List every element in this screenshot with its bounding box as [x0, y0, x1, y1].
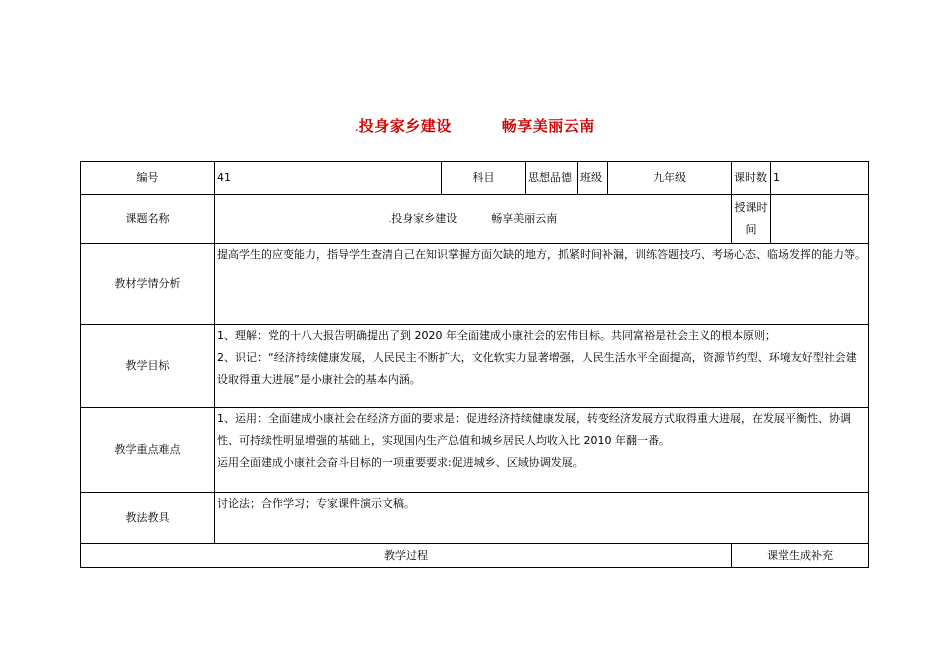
analysis-label: 教材学情分析: [81, 244, 215, 325]
methods-text: 讨论法；合作学习；专家课件演示文稿。: [215, 493, 869, 544]
grade-label: 班级: [578, 162, 608, 195]
topic-part2: 畅享美丽云南: [491, 211, 558, 225]
table-row-topic: [81, 195, 869, 244]
teaching-time-label-line1: 授课时: [734, 201, 768, 214]
document-title: .投身家乡建设 畅享美丽云南: [355, 117, 595, 135]
topic-label: 课题名称: [81, 195, 215, 244]
keypoints-line1: 1、运用：全面建成小康社会在经济方面的要求是：促进经济持续健康发展，转变经济发展方式取得重大进展，在发展平衡性、协调性、可持续性明显增强的基础上，实现国内生产总值和城乡居民人均收入比 2010 年翻一番。: [217, 412, 851, 447]
goals-line1: 1、理解：党的十八大报告明确提出了到 2020 年全面建成小康社会的宏伟目标。共同富裕是社会主义的根本原则；: [217, 329, 776, 342]
table-row-header-info: [81, 162, 869, 195]
lesson-plan-table: [80, 161, 869, 568]
goals-text: [215, 325, 869, 408]
hours-value: 1: [771, 162, 869, 195]
goals-line2: 2、识记：“经济持续健康发展，人民民主不断扩大，文化软实力显著增强，人民生活水平全面提高，资源节约型、环境友好型社会建设取得重大进展”是小康社会的基本内涵。: [217, 351, 857, 386]
supplement-label: 课堂生成补充: [732, 544, 869, 568]
table-row-goals: [81, 325, 869, 408]
subject-value: 思想品德: [526, 162, 578, 195]
number-label: 编号: [81, 162, 215, 195]
title-part2: 畅享美丽云南: [501, 117, 595, 135]
teaching-time-value: [771, 195, 869, 244]
teaching-time-label: [732, 195, 771, 244]
number-value: 41: [215, 162, 442, 195]
topic-part1: 投身家乡建设: [391, 211, 458, 225]
hours-label: 课时数: [732, 162, 771, 195]
methods-label: 教法教具: [81, 493, 215, 544]
keypoints-label: 教学重点难点: [81, 408, 215, 493]
table-row-keypoints: [81, 408, 869, 493]
table-row-analysis: [81, 244, 869, 325]
topic-value: .投身家乡建设 畅享美丽云南: [215, 195, 732, 244]
teaching-time-label-line2: 间: [745, 223, 757, 236]
table-row-process: [81, 544, 869, 568]
subject-label: 科目: [442, 162, 526, 195]
process-label: 教学过程: [81, 544, 732, 568]
title-part1: 投身家乡建设: [358, 117, 452, 135]
grade-value: 九年级: [608, 162, 732, 195]
analysis-text: 提高学生的应变能力，指导学生查清自己在知识掌握方面欠缺的地方，抓紧时间补漏，训练答题技巧、考场心态、临场发挥的能力等。: [215, 244, 869, 325]
keypoints-line2: 运用全面建成小康社会奋斗目标的一项重要要求:促进城乡、区域协调发展。: [217, 456, 584, 469]
table-row-methods: [81, 493, 869, 544]
keypoints-text: [215, 408, 869, 493]
goals-label: 教学目标: [81, 325, 215, 408]
